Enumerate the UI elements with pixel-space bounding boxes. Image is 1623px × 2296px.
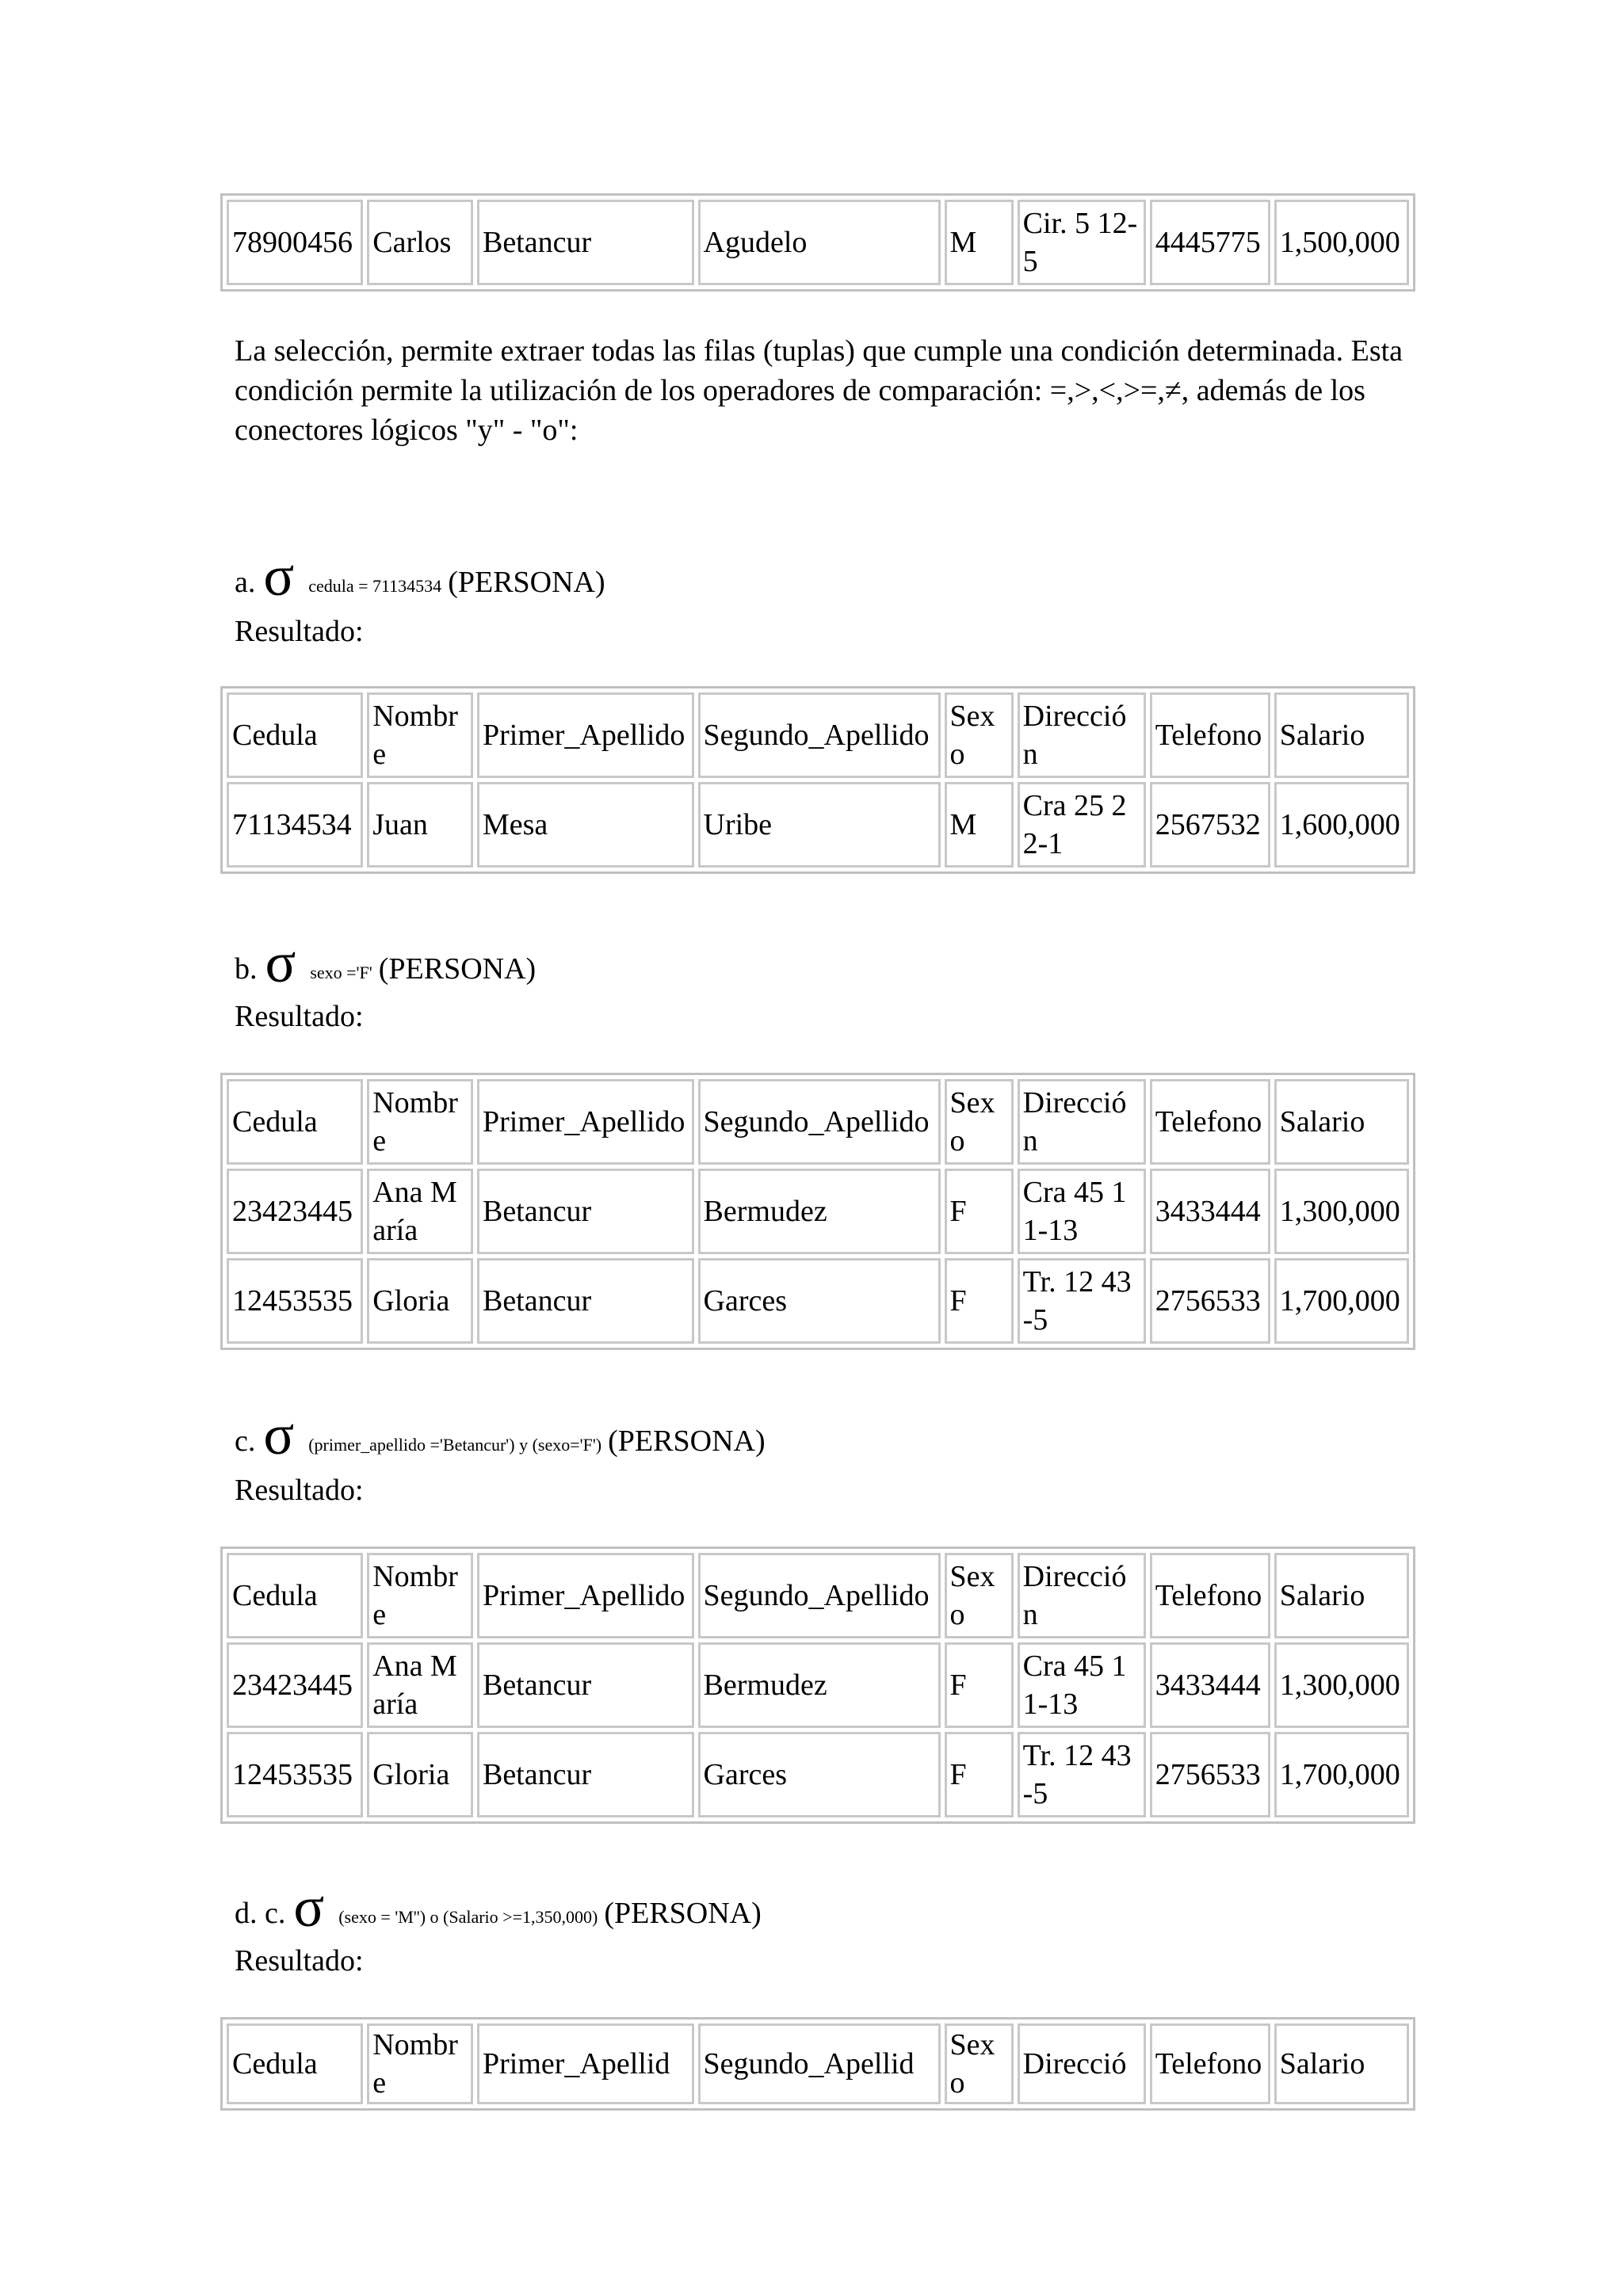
cell-direccion: Cra 45 11-13 xyxy=(1018,1642,1146,1728)
cell-primer-apellido: Betancur xyxy=(477,1169,694,1254)
result-table-b xyxy=(220,1073,1415,1350)
sigma-symbol: σ xyxy=(263,1403,295,1466)
header-direccion: Dirección xyxy=(1018,692,1146,778)
table-header-row xyxy=(227,1553,1409,1638)
query-label: a. xyxy=(235,566,256,599)
table-header-row xyxy=(227,692,1409,778)
header-cedula: Cedula xyxy=(227,1553,363,1638)
cell-telefono: 3433444 xyxy=(1150,1642,1270,1728)
cell-cedula: 23423445 xyxy=(227,1642,363,1728)
cell-primer-apellido: Betancur xyxy=(477,1732,694,1817)
cell-salario: 1,700,000 xyxy=(1274,1732,1409,1817)
table-row xyxy=(227,1169,1409,1254)
header-telefono: Telefono xyxy=(1150,1553,1270,1638)
cell-direccion: Cir. 5 12-5 xyxy=(1018,200,1146,285)
query-label: c. xyxy=(235,1425,256,1458)
header-cedula: Cedula xyxy=(227,1079,363,1165)
query-condition: sexo ='F' xyxy=(310,963,372,982)
header-segundo-apellido: Segundo_Apellido xyxy=(698,1079,941,1165)
header-cedula: Cedula xyxy=(227,2023,363,2104)
sigma-symbol: σ xyxy=(293,1875,325,1939)
result-table-a xyxy=(220,686,1415,874)
table-header-row xyxy=(227,1079,1409,1165)
cell-segundo-apellido: Bermudez xyxy=(698,1169,941,1254)
table-row xyxy=(227,1642,1409,1728)
intro-paragraph: La selección, permite extraer todas las filas (tuplas) que cumple una condición determinada. Esta condición permite la utilización de los operadores de comparación: =,>,<,>=,≠, además de los conectores lógicos "y" - "o": xyxy=(235,334,1403,447)
cell-salario: 1,700,000 xyxy=(1274,1258,1409,1344)
cell-nombre: Gloria xyxy=(367,1732,473,1817)
header-nombre: Nombre xyxy=(367,1553,473,1638)
sigma-symbol: σ xyxy=(265,931,296,994)
cell-primer-apellido: Betancur xyxy=(477,1258,694,1344)
cell-salario: 1,300,000 xyxy=(1274,1169,1409,1254)
cell-primer-apellido: Mesa xyxy=(477,782,694,868)
cell-telefono: 2756533 xyxy=(1150,1732,1270,1817)
cell-salario: 1,300,000 xyxy=(1274,1642,1409,1728)
cell-cedula: 12453535 xyxy=(227,1732,363,1817)
result-table-c xyxy=(220,1547,1415,1824)
header-primer-apellido: Primer_Apellido xyxy=(477,692,694,778)
header-primer-apellido: Primer_Apellido xyxy=(477,1553,694,1638)
cell-nombre: Carlos xyxy=(367,200,473,285)
header-segundo-apellido: Segundo_Apellid xyxy=(698,2023,941,2104)
cell-salario: 1,500,000 xyxy=(1274,200,1409,285)
cell-sexo: F xyxy=(945,1169,1014,1254)
cell-telefono: 2567532 xyxy=(1150,782,1270,868)
header-primer-apellido: Primer_Apellido xyxy=(477,1079,694,1165)
header-sexo: Sexo xyxy=(945,1553,1014,1638)
cell-nombre: Juan xyxy=(367,782,473,868)
header-direccion: Direcció xyxy=(1018,2023,1146,2104)
persona-table-continuation xyxy=(220,193,1415,292)
query-relation: (PERSONA) xyxy=(448,566,605,599)
header-salario: Salario xyxy=(1274,2023,1409,2104)
header-nombre: Nombre xyxy=(367,2023,473,2104)
table-row xyxy=(227,1258,1409,1344)
query-condition: cedula = 71134534 xyxy=(308,576,442,596)
header-salario: Salario xyxy=(1274,692,1409,778)
table-row xyxy=(227,1732,1409,1817)
query-condition: (sexo = 'M'') o (Salario >=1,350,000) xyxy=(338,1907,598,1927)
cell-sexo: F xyxy=(945,1732,1014,1817)
result-label-b: Resultado: xyxy=(235,1000,364,1033)
cell-telefono: 3433444 xyxy=(1150,1169,1270,1254)
header-salario: Salario xyxy=(1274,1079,1409,1165)
cell-cedula: 23423445 xyxy=(227,1169,363,1254)
cell-cedula: 78900456 xyxy=(227,200,363,285)
header-direccion: Dirección xyxy=(1018,1553,1146,1638)
header-direccion: Dirección xyxy=(1018,1079,1146,1165)
query-label: b. xyxy=(235,952,258,986)
cell-cedula: 71134534 xyxy=(227,782,363,868)
query-c xyxy=(235,1403,766,1466)
header-telefono: Telefono xyxy=(1150,2023,1270,2104)
cell-telefono: 4445775 xyxy=(1150,200,1270,285)
query-b xyxy=(235,931,537,994)
sigma-symbol: σ xyxy=(263,544,295,608)
header-nombre: Nombre xyxy=(367,1079,473,1165)
cell-direccion: Cra 25 22-1 xyxy=(1018,782,1146,868)
cell-segundo-apellido: Uribe xyxy=(698,782,941,868)
result-label-d: Resultado: xyxy=(235,1944,364,1978)
cell-segundo-apellido: Garces xyxy=(698,1258,941,1344)
cell-nombre: Gloria xyxy=(367,1258,473,1344)
header-sexo: Sexo xyxy=(945,2023,1014,2104)
cell-primer-apellido: Betancur xyxy=(477,1642,694,1728)
cell-direccion: Cra 45 11-13 xyxy=(1018,1169,1146,1254)
cell-nombre: Ana María xyxy=(367,1642,473,1728)
query-d xyxy=(235,1875,762,1939)
cell-segundo-apellido: Garces xyxy=(698,1732,941,1817)
header-nombre: Nombre xyxy=(367,692,473,778)
cell-telefono: 2756533 xyxy=(1150,1258,1270,1344)
query-relation: (PERSONA) xyxy=(608,1425,766,1458)
header-telefono: Telefono xyxy=(1150,1079,1270,1165)
header-primer-apellido: Primer_Apellid xyxy=(477,2023,694,2104)
cell-direccion: Tr. 12 43-5 xyxy=(1018,1732,1146,1817)
cell-cedula: 12453535 xyxy=(227,1258,363,1344)
query-condition: (primer_apellido ='Betancur') y (sexo='F') xyxy=(308,1435,602,1455)
header-salario: Salario xyxy=(1274,1553,1409,1638)
result-label-c: Resultado: xyxy=(235,1474,364,1507)
cell-salario: 1,600,000 xyxy=(1274,782,1409,868)
cell-segundo-apellido: Agudelo xyxy=(698,200,941,285)
query-a xyxy=(235,544,605,608)
query-relation: (PERSONA) xyxy=(604,1897,762,1930)
header-telefono: Telefono xyxy=(1150,692,1270,778)
cell-sexo: F xyxy=(945,1642,1014,1728)
table-row xyxy=(227,782,1409,868)
cell-nombre: Ana María xyxy=(367,1169,473,1254)
query-label: d. c. xyxy=(235,1897,286,1930)
cell-direccion: Tr. 12 43-5 xyxy=(1018,1258,1146,1344)
cell-sexo: M xyxy=(945,200,1014,285)
cell-sexo: F xyxy=(945,1258,1014,1344)
cell-primer-apellido: Betancur xyxy=(477,200,694,285)
result-table-d-header xyxy=(220,2017,1415,2111)
table-row xyxy=(227,200,1409,285)
result-label-a: Resultado: xyxy=(235,615,364,648)
cell-sexo: M xyxy=(945,782,1014,868)
header-cedula: Cedula xyxy=(227,692,363,778)
header-sexo: Sexo xyxy=(945,1079,1014,1165)
query-relation: (PERSONA) xyxy=(378,952,537,986)
cell-segundo-apellido: Bermudez xyxy=(698,1642,941,1728)
header-segundo-apellido: Segundo_Apellido xyxy=(698,692,941,778)
header-sexo: Sexo xyxy=(945,692,1014,778)
header-segundo-apellido: Segundo_Apellido xyxy=(698,1553,941,1638)
table-header-row xyxy=(227,2023,1409,2104)
